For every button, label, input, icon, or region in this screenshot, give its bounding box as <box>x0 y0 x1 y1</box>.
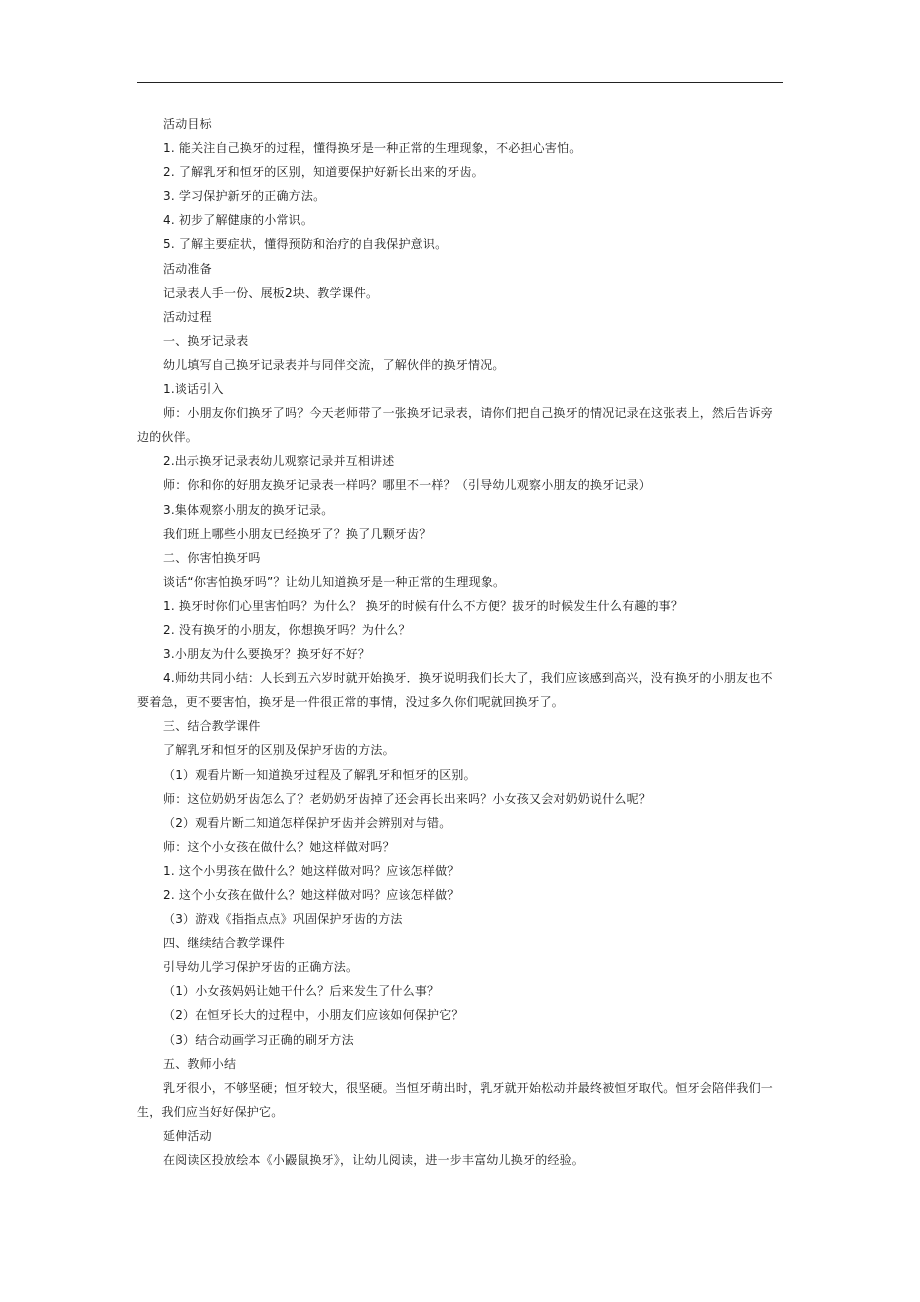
sub-step: （1）小女孩妈妈让她干什么？后来发生了什么事？ <box>163 984 440 999</box>
paragraph-continuation: 边的伙伴。 <box>137 430 199 445</box>
sub-step: （3）结合动画学习正确的刷牙方法 <box>163 1032 354 1047</box>
goal-item: 1. 能关注自己换牙的过程，懂得换牙是一种正常的生理现象，不必担心害怕。 <box>163 141 582 156</box>
heading-activity-process: 活动过程 <box>163 309 212 324</box>
sub-step: （2）在恒牙长大的过程中，小朋友们应该如何保护它？ <box>163 1008 464 1023</box>
heading-extension-activity: 延伸活动 <box>163 1128 212 1143</box>
step-heading: 1.谈话引入 <box>163 382 224 397</box>
paragraph: 师：小朋友你们换牙了吗？今天老师带了一张换牙记录表，请你们把自己换牙的情况记录在这张表上，然后告诉旁 <box>163 406 774 421</box>
section-heading: 三、结合教学课件 <box>163 719 261 734</box>
goal-item: 3. 学习保护新牙的正确方法。 <box>163 189 326 204</box>
sub-step: （1）观看片断一知道换牙过程及了解乳牙和恒牙的区别。 <box>163 767 476 782</box>
question-item: 2. 没有换牙的小朋友，你想换牙吗？为什么？ <box>163 622 411 637</box>
goal-item: 2. 了解乳牙和恒牙的区别，知道要保护好新长出来的牙齿。 <box>163 165 484 180</box>
paragraph-continuation: 要着急，更不要害怕，换牙是一件很正常的事情，没过多久你们呢就回换牙了。 <box>137 695 565 710</box>
paragraph: 在阅读区投放绘本《小鼹鼠换牙》，让幼儿阅读，进一步丰富幼儿换牙的经验。 <box>163 1153 585 1168</box>
sub-step: （2）观看片断二知道怎样保护牙齿并会辨别对与错。 <box>163 815 452 830</box>
summary-item: 4.师幼共同小结：人长到五六岁时就开始换牙．换牙说明我们长大了，我们应该感到高兴，没有换牙的小朋友也不 <box>163 671 773 686</box>
paragraph: 乳牙很小，不够坚硬；恒牙较大，很坚硬。当恒牙萌出时，乳牙就开始松动并最终被恒牙取代。恒牙会陪伴我们一 <box>163 1080 774 1095</box>
section-heading: 五、教师小结 <box>163 1056 237 1071</box>
paragraph: 引导幼儿学习保护牙齿的正确方法。 <box>163 960 359 975</box>
step-heading: 2.出示换牙记录表幼儿观察记录并互相讲述 <box>163 454 395 469</box>
paragraph: 师：这位奶奶牙齿怎么了？老奶奶牙齿掉了还会再长出来吗？小女孩又会对奶奶说什么呢？ <box>163 791 652 806</box>
paragraph-continuation: 生，我们应当好好保护它。 <box>137 1104 284 1119</box>
paragraph: 记录表人手一份、展板2块、教学课件。 <box>163 285 379 300</box>
step-heading: 3.集体观察小朋友的换牙记录。 <box>163 502 334 517</box>
paragraph: 幼儿填写自己换牙记录表并与同伴交流，了解伙伴的换牙情况。 <box>163 357 505 372</box>
section-heading: 二、你害怕换牙吗 <box>163 550 261 565</box>
paragraph: 师：你和你的好朋友换牙记录表一样吗？哪里不一样？（引导幼儿观察小朋友的换牙记录） <box>163 478 652 493</box>
document-body <box>137 112 783 1172</box>
question-item: 1. 换牙时你们心里害怕吗？为什么？ 换牙的时候有什么不方便？拔牙的时候发生什么有趣的事？ <box>163 598 684 613</box>
question-item: 2. 这个小女孩在做什么？她这样做对吗？应该怎样做？ <box>163 888 460 902</box>
paragraph: 我们班上哪些小朋友已经换牙了？换了几颗牙齿？ <box>163 526 432 541</box>
header-rule <box>137 82 783 83</box>
heading-activity-preparation: 活动准备 <box>163 261 212 276</box>
paragraph: 谈话“你害怕换牙吗”？让幼儿知道换牙是一种正常的生理现象。 <box>163 574 506 589</box>
question-item: 1. 这个小男孩在做什么？她这样做对吗？应该怎样做？ <box>163 863 460 878</box>
section-heading: 四、继续结合教学课件 <box>163 936 286 951</box>
question-item: 3.小朋友为什么要换牙？换牙好不好？ <box>163 647 371 662</box>
paragraph: 了解乳牙和恒牙的区别及保护牙齿的方法。 <box>163 743 395 758</box>
goal-item: 4. 初步了解健康的小常识。 <box>163 213 314 228</box>
sub-step: （3）游戏《指指点点》巩固保护牙齿的方法 <box>163 912 403 927</box>
section-heading: 一、换牙记录表 <box>163 333 249 348</box>
heading-activity-goals: 活动目标 <box>163 117 212 131</box>
paragraph: 师：这个小女孩在做什么？她这样做对吗？ <box>163 839 395 854</box>
goal-item: 5. 了解主要症状，懂得预防和治疗的自我保护意识。 <box>163 237 448 252</box>
